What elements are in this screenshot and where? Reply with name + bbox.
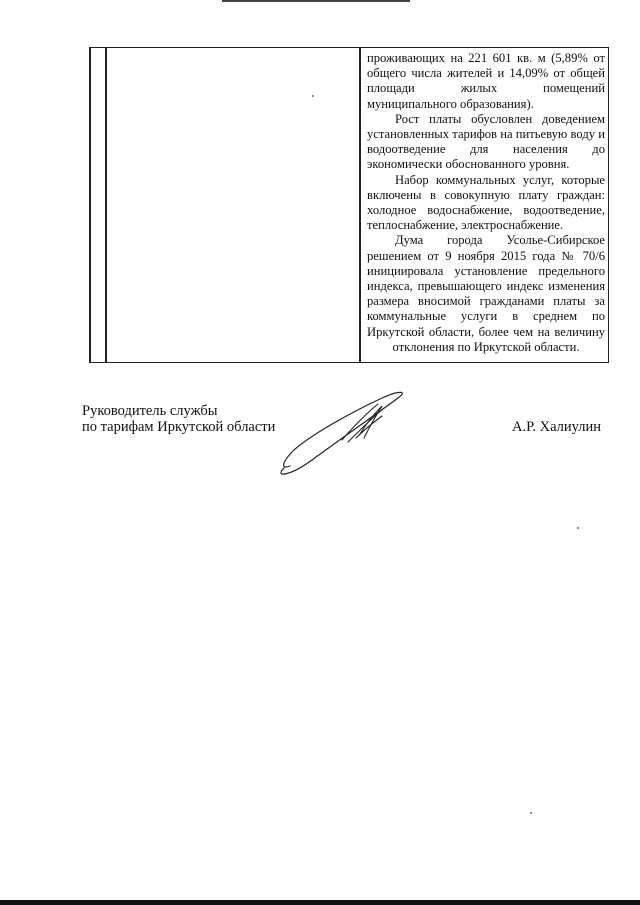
position-line: по тарифам Иркутской области <box>82 419 276 435</box>
table-border-left <box>89 48 91 362</box>
table-paragraph: Рост платы обусловлен доведением установленных тарифов на питьевую воду и водоотведение для населения до экономически обоснованного уровня. <box>367 111 605 172</box>
position-line: Руководитель службы <box>82 403 218 419</box>
signer-name: А.Р. Халиулин <box>512 419 601 435</box>
table-border-right <box>608 48 610 362</box>
table-column-divider <box>359 48 361 362</box>
table-column-divider <box>105 48 107 362</box>
table-paragraph: проживающих на 221 601 кв. м (5,89% от общего числа жителей и 14,09% от общей площади жилых помещений муниципального образования). <box>367 51 605 111</box>
signatory-position <box>82 403 275 435</box>
top-edge-rule <box>222 0 410 2</box>
handwritten-signature <box>272 388 412 483</box>
scan-artifact <box>577 527 579 529</box>
scan-artifact <box>530 812 532 814</box>
bottom-scan-edge <box>0 900 640 905</box>
table-paragraph: Набор коммунальных услуг, которые включены в совокупную плату граждан: холодное водоснабжение, водоотведение, теплоснабжение, электроснабжение. <box>367 172 605 233</box>
table-cell-text <box>367 51 605 355</box>
table-paragraph: Дума города Усолье-Сибирское решением от 9 ноября 2015 года № 70/6 инициировала установление предельного индекса, превышающего индекс изменения размера вносимой гражданами платы за коммунальные услуги в среднем по Иркутской области, более чем на величину отклонения по Иркутской области. <box>367 233 605 354</box>
